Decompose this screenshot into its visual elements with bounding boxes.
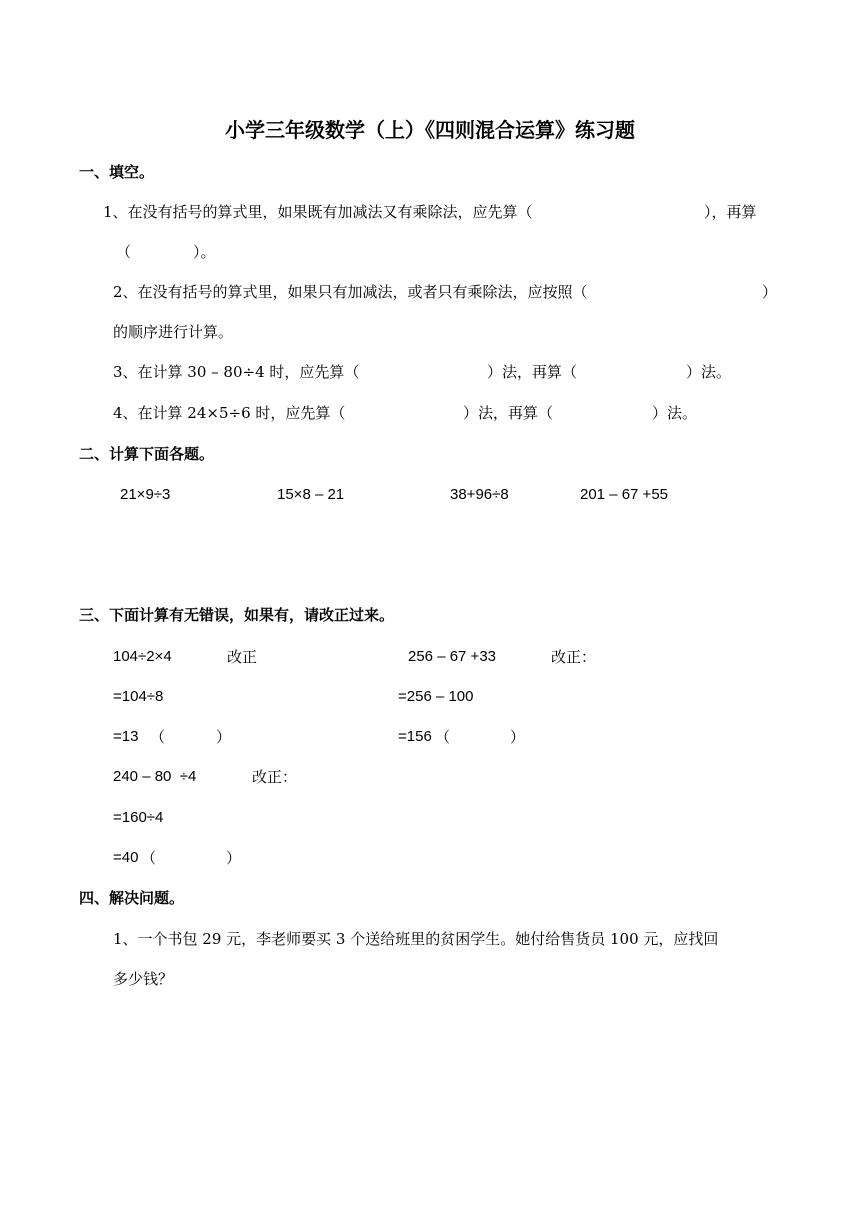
q4-text-a: 4、在计算 24×5÷6 时，应先算（ bbox=[113, 404, 346, 422]
q1-text-d: ）。 bbox=[193, 243, 216, 261]
left-b-correct-label: 改正： bbox=[252, 768, 298, 786]
q3-text-b: ）法，再算（ bbox=[487, 363, 578, 381]
left-a-expr: 104÷2×4 bbox=[113, 648, 172, 665]
section2-heading: 二、计算下面各题。 bbox=[79, 445, 215, 463]
q4-text-c: ）法。 bbox=[652, 404, 698, 422]
right-a-step1: =256 – 100 bbox=[398, 688, 474, 705]
left-b-expr: 240 – 80 ÷4 bbox=[113, 768, 197, 785]
left-b-paren-close: ） bbox=[226, 849, 242, 867]
right-a-correct-label: 改正： bbox=[551, 648, 597, 666]
left-a-paren-close: ） bbox=[216, 728, 232, 746]
left-a-correct-label: 改正 bbox=[227, 648, 258, 666]
section1-heading: 一、填空。 bbox=[79, 163, 155, 181]
q1-text-c: （ bbox=[116, 243, 132, 261]
word-problem-line2: 多少钱？ bbox=[113, 970, 174, 988]
problem-3: 38+96÷8 bbox=[450, 486, 509, 503]
section3-heading: 三、下面计算有无错误，如果有，请改正过来。 bbox=[79, 606, 395, 624]
word-problem-line1: 1、一个书包 29 元，李老师要买 3 个送给班里的贫困学生。她付给售货员 100 元，应找回 bbox=[113, 930, 719, 948]
section4-heading: 四、解决问题。 bbox=[79, 889, 185, 907]
right-a-paren-open: （ bbox=[435, 728, 451, 746]
q2-text-a: 2、在没有括号的算式里，如果只有加减法，或者只有乘除法，应按照（ bbox=[113, 283, 588, 301]
left-b-paren-open: （ bbox=[141, 849, 157, 867]
q2-text-c: 的顺序进行计算。 bbox=[113, 323, 234, 341]
q1-text-a: 1、在没有括号的算式里，如果既有加减法又有乘除法，应先算（ bbox=[103, 203, 533, 221]
left-a-paren-open: （ bbox=[150, 728, 166, 746]
q4-text-b: ）法，再算（ bbox=[463, 404, 554, 422]
page-title: 小学三年级数学（上）《四则混合运算》练习题 bbox=[225, 118, 635, 142]
left-b-step1: =160÷4 bbox=[113, 809, 164, 826]
problem-4: 201 – 67 +55 bbox=[580, 486, 669, 503]
right-a-step2: =156 bbox=[398, 728, 432, 745]
problem-2: 15×8 – 21 bbox=[277, 486, 345, 503]
q1-text-b: ），再算 bbox=[704, 203, 757, 221]
problem-1: 21×9÷3 bbox=[120, 486, 171, 503]
left-a-step1: =104÷8 bbox=[113, 688, 164, 705]
right-a-paren-close: ） bbox=[510, 728, 526, 746]
right-a-expr: 256 – 67 +33 bbox=[408, 648, 497, 665]
q2-text-b: ） bbox=[762, 283, 778, 301]
q3-text-a: 3、在计算 30 – 80÷4 时，应先算（ bbox=[113, 363, 360, 381]
left-b-step2: =40 bbox=[113, 849, 139, 866]
left-a-step2: =13 bbox=[113, 728, 139, 745]
q3-text-c: ）法。 bbox=[686, 363, 732, 381]
